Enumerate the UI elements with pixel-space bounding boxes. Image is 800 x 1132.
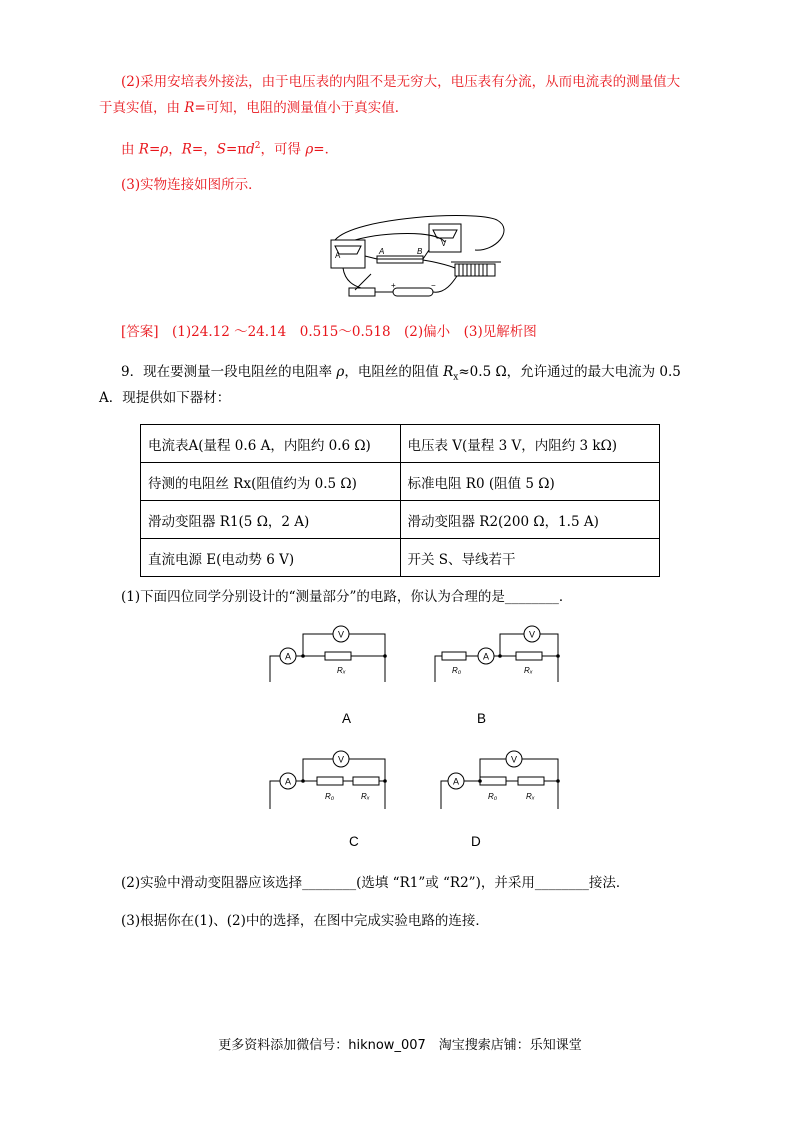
table-row (141, 425, 660, 463)
table-row (141, 539, 660, 577)
circuit-caption-b: B (477, 711, 487, 726)
solution-part-3: (3)实物连接如图所示． (121, 177, 262, 193)
page-footer: 更多资料添加微信号：hiknow_007 淘宝搜索店铺：乐知课堂 (218, 1038, 582, 1053)
q9-line-1: 9．现在要测量一段电阻丝的电阻率 ρ，电阻丝的阻值 $R_x\approx 0.5$ Ω，允许通过的最大电流为 0.5 (121, 364, 681, 383)
circuit-c (265, 745, 395, 811)
voltmeter-symbol: V (338, 754, 345, 765)
table-cell: 滑动变阻器 R2(200 Ω，1.5 A) (400, 501, 660, 539)
table-cell: 待测的电阻丝 Rx(阻值约为 0.5 Ω) (141, 463, 401, 501)
rx-label: Rₓ (337, 666, 346, 675)
table-cell: 标准电阻 R0 (阻值 5 Ω) (400, 463, 660, 501)
apparatus-point-a: A (379, 247, 385, 256)
table-cell: 开关 S、导线若干 (400, 539, 660, 577)
answer-line: [答案] (1)24.12 ～24.14 0.515～0.518 (2)偏小 (3)见解析图 (121, 324, 537, 340)
rx-label: Rₓ (524, 666, 533, 675)
q9-line-2: A．现提供如下器材： (99, 390, 231, 406)
battery-plus: + (391, 281, 396, 290)
apparatus-voltmeter-label: V (441, 239, 447, 248)
voltmeter-symbol: V (511, 754, 518, 765)
rx-label: Rₓ (526, 792, 535, 801)
table-cell: 直流电源 E(电动势 6 V) (141, 539, 401, 577)
table-row (141, 501, 660, 539)
ammeter-symbol: A (285, 651, 292, 662)
circuit-b (430, 622, 570, 684)
solution-formula: 由 R=ρ，R=，$S=\pi d^2$，可得 ρ=． (121, 141, 339, 158)
table-cell: 滑动变阻器 R1(5 Ω，2 A) (141, 501, 401, 539)
rx-label: Rₓ (361, 792, 370, 801)
equipment-table (140, 424, 660, 577)
solution-line-1: (2)采用安培表外接法，由于电压表的内阻不是无穷大，电压表有分流，从而电流表的测量值大 (121, 74, 681, 90)
r0-label: R₀ (452, 666, 462, 675)
circuit-a (265, 622, 395, 684)
ammeter-symbol: A (483, 651, 490, 662)
solution-line-2: 于真实值，由 R=可知，电阻的测量值小于真实值． (99, 100, 409, 116)
q9-sub-question-2: (2)实验中滑动变阻器应该选择________(选填 “R1”或 “R2”)，并采用________接法． (121, 875, 630, 891)
apparatus-ammeter-label: A (335, 251, 341, 260)
circuit-d (436, 745, 568, 811)
table-cell: 电流表A(量程 0.6 A，内阻约 0.6 Ω) (141, 425, 401, 463)
ammeter-symbol: A (285, 776, 292, 787)
table-cell: 电压表 V(量程 3 V，内阻约 3 kΩ) (400, 425, 660, 463)
circuit-caption-c: C (349, 834, 359, 849)
ammeter-symbol: A (453, 776, 460, 787)
voltmeter-symbol: V (529, 629, 536, 640)
r0-label: R₀ (325, 792, 335, 801)
q9-sub-question-3: (3)根据你在(1)、(2)中的选择，在图中完成实验电路的连接． (121, 913, 489, 929)
r0-label: R₀ (488, 792, 498, 801)
table-row (141, 463, 660, 501)
circuit-caption-a: A (342, 711, 352, 726)
apparatus-point-b: B (417, 247, 423, 256)
battery-minus: − (431, 281, 436, 290)
q9-sub-question-1: (1)下面四位同学分别设计的“测量部分”的电路，你认为合理的是________． (121, 589, 573, 605)
voltmeter-symbol: V (338, 629, 345, 640)
apparatus-figure (325, 212, 510, 304)
circuit-caption-d: D (471, 834, 481, 849)
